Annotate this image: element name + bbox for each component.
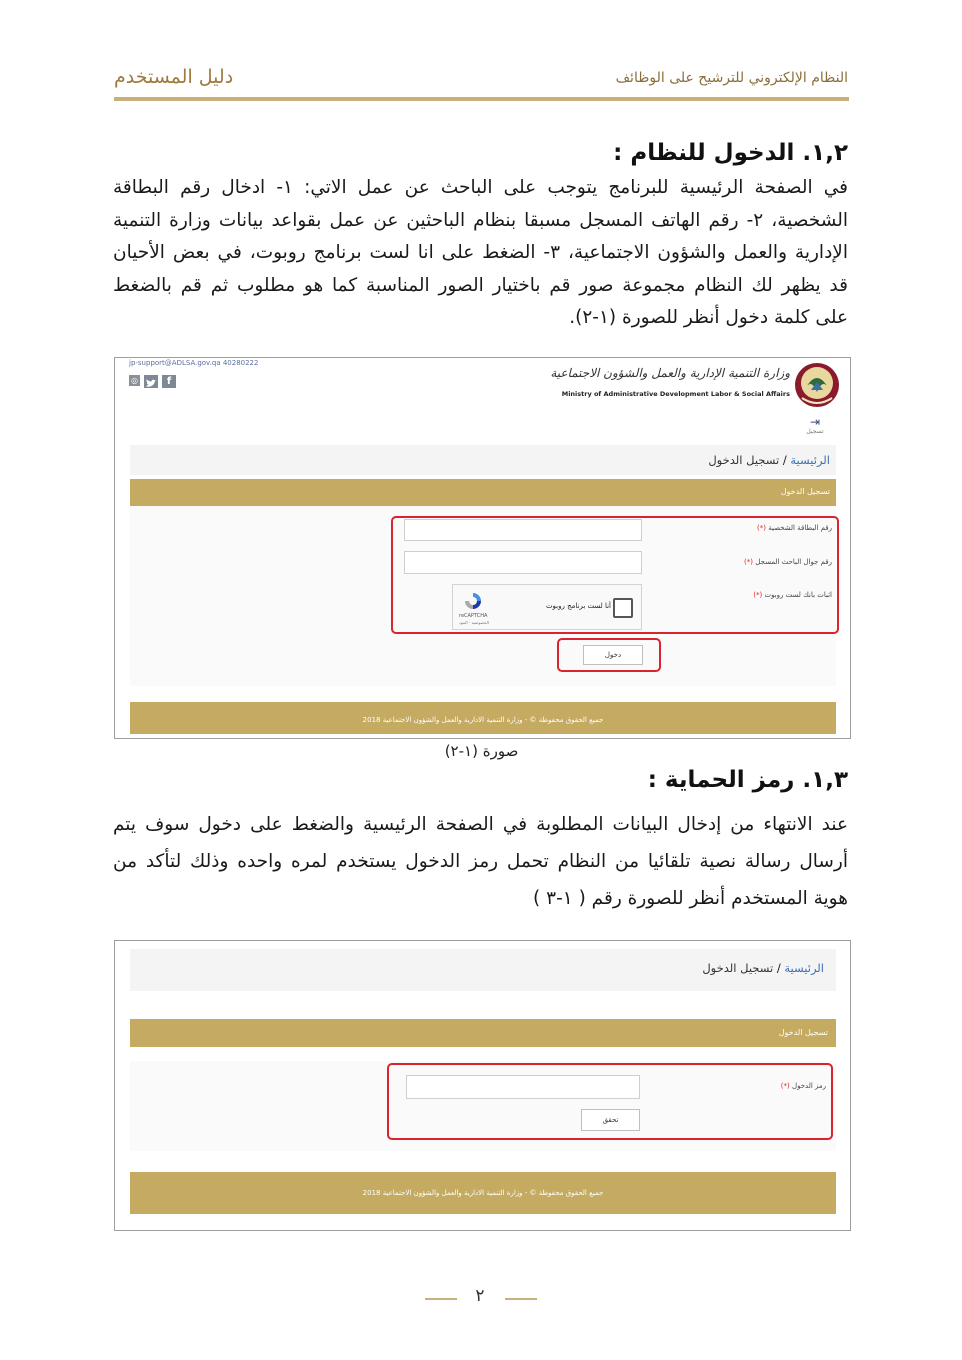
breadcrumb-separator: /: [779, 453, 791, 467]
recaptcha-terms[interactable]: الخصوصية - البنود: [459, 620, 489, 625]
section-login-body: [113, 172, 848, 335]
facebook-icon[interactable]: f: [162, 375, 176, 388]
breadcrumb: [702, 961, 824, 975]
section-protection-body: [113, 806, 848, 917]
breadcrumb-bar: [130, 949, 836, 991]
page-number: ٢: [475, 1286, 485, 1306]
paragraph-line: في الصفحة الرئيسية للبرنامج يتوجب على الباحث عن عمل الاتي: ١- ادخال رقم البطاقة: [113, 177, 848, 198]
breadcrumb-home-link[interactable]: الرئيسية: [790, 453, 830, 467]
login-title: تسجيل الدخول: [780, 487, 830, 496]
ministry-logo-icon: [794, 362, 840, 408]
twitter-icon[interactable]: [144, 375, 158, 388]
verification-page-screenshot: [114, 940, 851, 1231]
paragraph-line: قد يظهر لك النظام مجموعة صور قم باختيار الصور المناسبة كما هو مطلوب ثم قم بالضغط: [113, 274, 848, 296]
page-number-line-right: [505, 1298, 537, 1300]
guide-title: دليل المستخدم: [114, 66, 234, 88]
ministry-name-arabic: وزارة التنمية الإدارية والعمل والشؤون الاجتماعية: [550, 366, 790, 380]
footer-copyright: جميع الحقوق محفوظة © - وزارة التنمية الادارية والعمل والشؤون الاجتماعية 2018: [362, 716, 604, 724]
breadcrumb-bar: [130, 445, 836, 475]
header-divider: [114, 97, 849, 101]
access-code-label-text: رمز الدخول: [792, 1082, 826, 1090]
paragraph-line: على كلمة دخول أنظر للصورة (١-٢).: [569, 307, 848, 328]
required-mark: (*): [780, 1082, 790, 1090]
paragraph-line: هوية المستخدم أنظر للصورة رقم ( ١-٣ ): [533, 888, 848, 909]
breadcrumb-current: تسجيل الدخول: [708, 453, 780, 467]
page-footer: [130, 1172, 836, 1214]
robot-check-label-text: اثبات بانك لست روبوت: [764, 591, 832, 599]
ministry-name-english: Ministry of Administrative Development Labor & Social Affairs: [561, 390, 790, 398]
required-mark: (*): [757, 524, 766, 532]
paragraph-line: عند الانتهاء من إدخال البيانات المطلوبة في الصفحة الرئيسية والضغط على دخول سوف يتم: [113, 814, 848, 835]
login-button[interactable]: دخول: [583, 645, 643, 665]
required-mark: (*): [753, 591, 763, 599]
form-highlight: [391, 516, 839, 634]
sign-in-icon: ⇥: [809, 415, 821, 429]
recaptcha-brand: reCAPTCHA: [459, 613, 488, 619]
login-title-bar: [130, 479, 836, 506]
footer-copyright: جميع الحقوق محفوظة © - وزارة التنمية الادارية والعمل والشؤون الاجتماعية 2018: [362, 1189, 604, 1197]
paragraph-line: أرسال رسالة نصية تلقائيا من النظام تحمل رمز الدخول يستخدم لمره واحده وذلك لتأكد من: [113, 851, 848, 872]
breadcrumb: [708, 453, 830, 467]
section-protection-heading: ١,٣. رمز الحماية :: [647, 767, 848, 793]
id-number-label-text: رقم البطاقة الشخصية: [768, 524, 832, 532]
phone-number-label-text: رقم جوال الباحث المسجل: [755, 558, 832, 566]
verification-title: تسجيل الدخول: [778, 1028, 828, 1037]
login-shortcut[interactable]: [800, 416, 830, 440]
support-contact: jp-support@ADLSA.gov.qa 40280222: [129, 359, 259, 367]
page-number-line-left: [425, 1298, 457, 1300]
login-button-highlight: [557, 638, 661, 672]
page-footer: [130, 702, 836, 734]
recaptcha-text: أنا لست برنامج روبوت: [545, 602, 611, 610]
breadcrumb-home-link[interactable]: الرئيسية: [784, 961, 824, 975]
required-mark: (*): [744, 558, 754, 566]
breadcrumb-current: تسجيل الدخول: [702, 961, 774, 975]
paragraph-line: الشخصية، ٢- رقم الهاتف المسجل مسبقا بنظام الباحثين عن عمل بقواعد بيانات وزارة التنمية: [113, 209, 848, 231]
verify-button[interactable]: تحقق: [581, 1109, 640, 1131]
system-title: النظام الإلكتروني للترشيح على الوظائف: [615, 70, 848, 86]
figure-caption: صورة (١-٢): [444, 742, 519, 760]
login-shortcut-label: تسجيل: [806, 428, 824, 435]
paragraph-line: الإدارية والعمل والشؤون الاجتماعية، ٣- الضغط على انا لست برنامج روبوت، في بعض الأحيان: [113, 242, 848, 263]
section-login-heading: ١,٢. الدخول للنظام :: [613, 140, 848, 166]
login-page-screenshot: [114, 357, 851, 739]
breadcrumb-separator: /: [773, 961, 785, 975]
instagram-icon[interactable]: ◎: [129, 375, 140, 386]
verification-title-bar: [130, 1019, 836, 1047]
form-highlight: [387, 1063, 833, 1140]
